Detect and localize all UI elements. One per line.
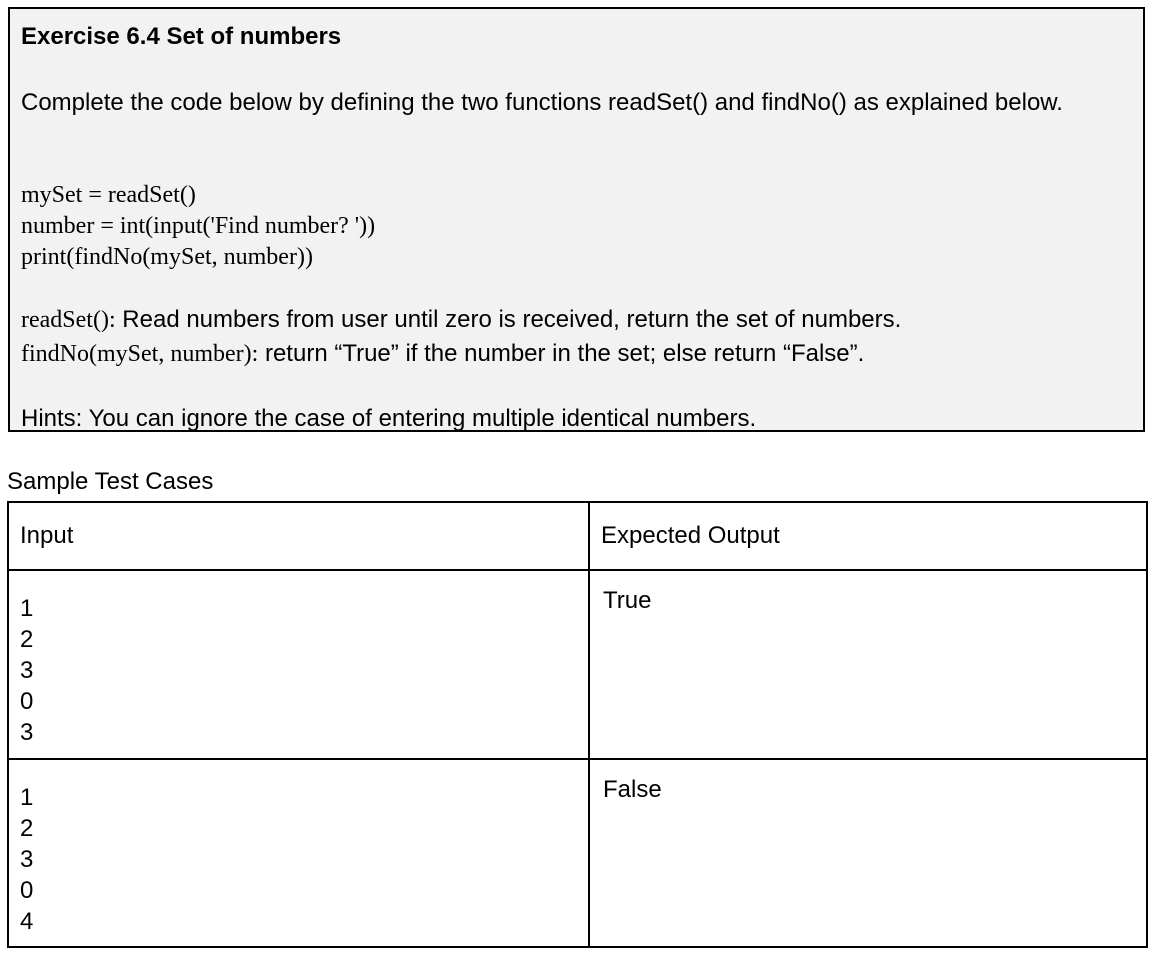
exercise-box xyxy=(8,7,1145,432)
input-value: 3 xyxy=(20,845,34,873)
code-block xyxy=(21,180,375,273)
input-value: 3 xyxy=(20,719,34,747)
function-signature: readSet(): xyxy=(21,307,116,333)
input-value: 2 xyxy=(20,814,34,842)
input-header: Input xyxy=(8,502,589,570)
expected-output-header: Expected Output xyxy=(589,502,1147,570)
table-row xyxy=(8,570,1147,758)
table-header-row xyxy=(8,502,1147,570)
hint-text: Hints: You can ignore the case of entering multiple identical numbers. xyxy=(21,405,757,432)
input-value: 2 xyxy=(20,626,34,654)
function-text: return “True” if the number in the set; else return “False”. xyxy=(258,340,865,367)
function-signature: findNo(mySet, number): xyxy=(21,341,259,367)
function-text: Read numbers from user until zero is received, return the set of numbers. xyxy=(115,306,902,333)
function-description-findno xyxy=(21,337,901,371)
input-value: 1 xyxy=(20,783,34,811)
code-line: print(findNo(mySet, number)) xyxy=(21,244,313,270)
exercise-title: Exercise 6.4 Set of numbers xyxy=(21,23,342,50)
input-value: 0 xyxy=(20,876,34,904)
input-value: 3 xyxy=(20,657,34,685)
input-cell xyxy=(8,570,589,758)
input-value: 0 xyxy=(20,688,34,716)
code-line: mySet = readSet() xyxy=(21,182,196,208)
output-cell: True xyxy=(589,570,1147,758)
table-row xyxy=(8,759,1147,947)
code-line: number = int(input('Find number? ')) xyxy=(21,213,376,239)
input-cell xyxy=(8,759,589,947)
exercise-description: Complete the code below by defining the two functions readSet() and findNo() as explained below. xyxy=(21,89,1063,116)
test-cases-table xyxy=(7,501,1148,948)
function-descriptions xyxy=(21,303,901,371)
sample-test-cases-heading: Sample Test Cases xyxy=(7,468,214,495)
input-value: 1 xyxy=(20,595,34,623)
input-value: 4 xyxy=(20,907,34,935)
output-cell: False xyxy=(589,759,1147,947)
function-description-readset xyxy=(21,303,901,337)
